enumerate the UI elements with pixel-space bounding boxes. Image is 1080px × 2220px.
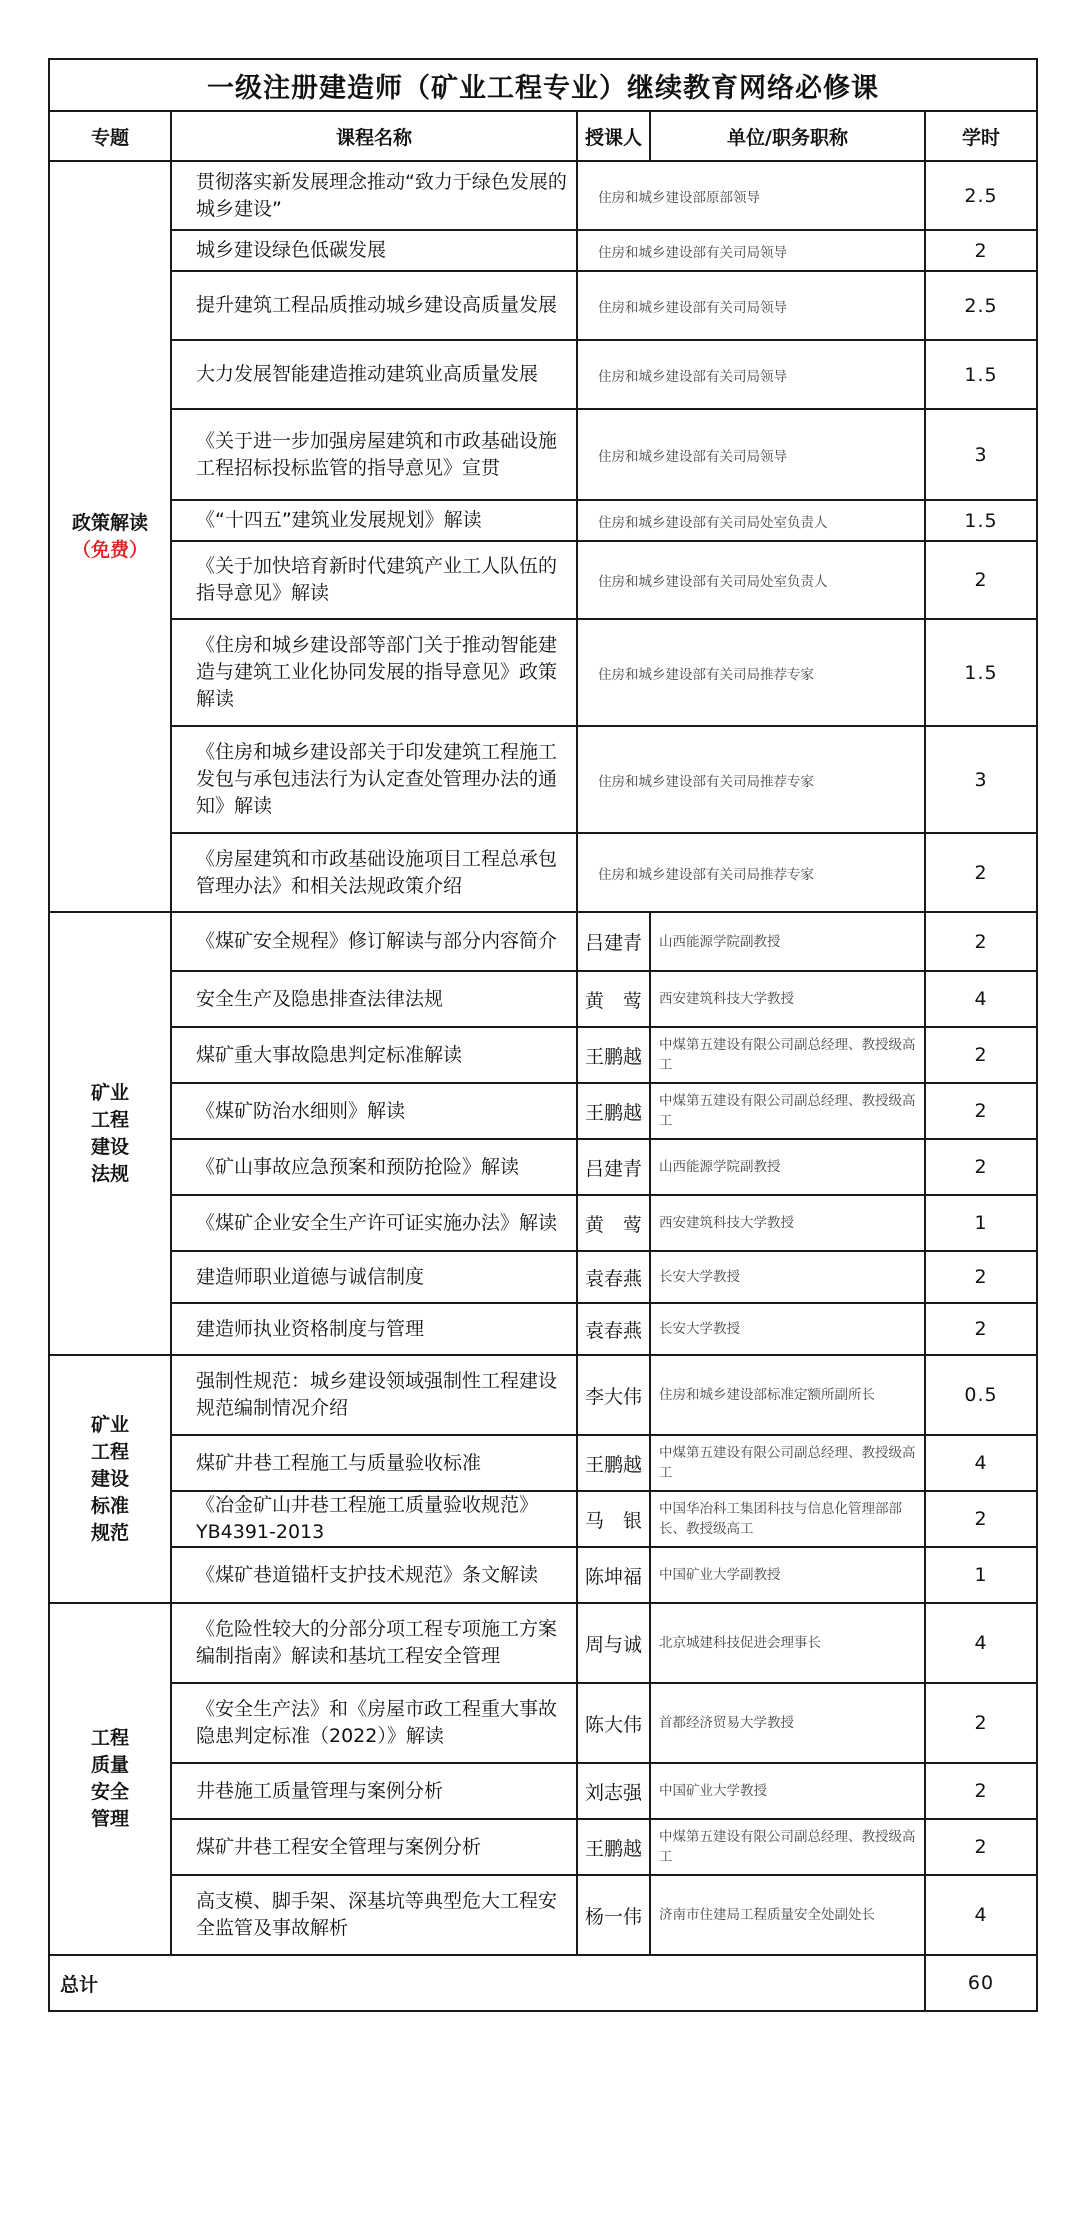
hours-cell: 2.5	[925, 161, 1037, 230]
unit-cell: 住房和城乡建设部有关司局处室负责人	[577, 541, 925, 619]
unit-cell: 山西能源学院副教授	[650, 912, 925, 971]
course-name: 提升建筑工程品质推动城乡建设高质量发展	[171, 271, 577, 340]
course-table	[48, 58, 1038, 2012]
hours-cell: 1.5	[925, 500, 1037, 541]
hours-cell: 4	[925, 971, 1037, 1027]
teacher-cell: 王鹏越	[577, 1819, 650, 1875]
unit-cell: 住房和城乡建设部标准定额所副所长	[650, 1355, 925, 1435]
hours-cell: 0.5	[925, 1355, 1037, 1435]
table-row	[49, 409, 1037, 500]
hours-cell: 3	[925, 409, 1037, 500]
unit-cell: 住房和城乡建设部有关司局领导	[577, 409, 925, 500]
course-name: 建造师职业道德与诚信制度	[171, 1251, 577, 1303]
hours-cell: 2	[925, 1027, 1037, 1083]
course-name: 高支模、脚手架、深基坑等典型危大工程安全监管及事故解析	[171, 1875, 577, 1955]
table-row	[49, 1603, 1037, 1683]
table-row	[49, 1027, 1037, 1083]
unit-cell: 中煤第五建设有限公司副总经理、教授级高工	[650, 1027, 925, 1083]
unit-cell: 住房和城乡建设部有关司局领导	[577, 340, 925, 409]
unit-cell: 住房和城乡建设部有关司局推荐专家	[577, 619, 925, 726]
hours-cell: 2	[925, 1491, 1037, 1547]
hours-cell: 2.5	[925, 271, 1037, 340]
hours-cell: 4	[925, 1875, 1037, 1955]
hours-cell: 2	[925, 1303, 1037, 1355]
unit-cell: 长安大学教授	[650, 1303, 925, 1355]
hours-cell: 2	[925, 1083, 1037, 1139]
table-row	[49, 1139, 1037, 1195]
table-row	[49, 1819, 1037, 1875]
unit-cell: 中国矿业大学教授	[650, 1763, 925, 1819]
hours-cell: 1	[925, 1547, 1037, 1603]
course-name: 《危险性较大的分部分项工程专项施工方案编制指南》解读和基坑工程安全管理	[171, 1603, 577, 1683]
hours-cell: 2	[925, 1819, 1037, 1875]
unit-cell: 中国华冶科工集团科技与信息化管理部部长、教授级高工	[650, 1491, 925, 1547]
hours-cell: 1.5	[925, 619, 1037, 726]
course-name: 《“十四五”建筑业发展规划》解读	[171, 500, 577, 541]
table-row	[49, 1355, 1037, 1435]
table-row	[49, 340, 1037, 409]
course-name: 《安全生产法》和《房屋市政工程重大事故隐患判定标准（2022）》解读	[171, 1683, 577, 1763]
unit-cell: 住房和城乡建设部原部领导	[577, 161, 925, 230]
teacher-cell: 吕建青	[577, 912, 650, 971]
teacher-cell: 袁春燕	[577, 1251, 650, 1303]
teacher-cell: 李大伟	[577, 1355, 650, 1435]
unit-cell: 住房和城乡建设部有关司局处室负责人	[577, 500, 925, 541]
hours-cell: 3	[925, 726, 1037, 833]
topic-label: 矿业工程建设标准规范	[90, 1413, 129, 1544]
unit-cell: 中国矿业大学副教授	[650, 1547, 925, 1603]
unit-cell: 中煤第五建设有限公司副总经理、教授级高工	[650, 1435, 925, 1491]
teacher-cell: 周与诚	[577, 1603, 650, 1683]
topic-cell	[49, 912, 171, 1355]
course-name: 建造师执业资格制度与管理	[171, 1303, 577, 1355]
topic-label: 政策解读	[71, 511, 148, 534]
header-teacher: 授课人	[577, 111, 650, 161]
table-row	[49, 912, 1037, 971]
table-row	[49, 1083, 1037, 1139]
unit-cell: 西安建筑科技大学教授	[650, 971, 925, 1027]
unit-cell: 长安大学教授	[650, 1251, 925, 1303]
table-row	[49, 1683, 1037, 1763]
table-row	[49, 1491, 1037, 1547]
course-name: 《冶金矿山井巷工程施工质量验收规范》YB4391-2013	[171, 1491, 577, 1547]
header-topic: 专题	[49, 111, 171, 161]
course-rows	[49, 161, 1037, 1955]
hours-cell: 2	[925, 1763, 1037, 1819]
course-name: 《矿山事故应急预案和预防抢险》解读	[171, 1139, 577, 1195]
table-row	[49, 500, 1037, 541]
table-row	[49, 971, 1037, 1027]
free-note: （免费）	[71, 538, 148, 561]
teacher-cell: 陈大伟	[577, 1683, 650, 1763]
course-name: 煤矿重大事故隐患判定标准解读	[171, 1027, 577, 1083]
hours-cell: 2	[925, 912, 1037, 971]
table-row	[49, 1763, 1037, 1819]
course-name: 煤矿井巷工程安全管理与案例分析	[171, 1819, 577, 1875]
teacher-cell: 黄 莺	[577, 1195, 650, 1251]
course-table-document	[48, 58, 1036, 2012]
course-name: 《煤矿防治水细则》解读	[171, 1083, 577, 1139]
total-label: 总计	[49, 1955, 925, 2011]
total-row	[49, 1955, 1037, 2011]
topic-cell	[49, 161, 171, 912]
unit-cell: 住房和城乡建设部有关司局推荐专家	[577, 726, 925, 833]
hours-cell: 2	[925, 1139, 1037, 1195]
unit-cell: 山西能源学院副教授	[650, 1139, 925, 1195]
unit-cell: 西安建筑科技大学教授	[650, 1195, 925, 1251]
table-title: 一级注册建造师（矿业工程专业）继续教育网络必修课	[49, 59, 1037, 111]
teacher-cell: 马 银	[577, 1491, 650, 1547]
course-name: 《住房和城乡建设部关于印发建筑工程施工发包与承包违法行为认定查处管理办法的通知》解读	[171, 726, 577, 833]
header-course: 课程名称	[171, 111, 577, 161]
hours-cell: 2	[925, 230, 1037, 271]
hours-cell: 1	[925, 1195, 1037, 1251]
course-name: 安全生产及隐患排查法律法规	[171, 971, 577, 1027]
course-name: 煤矿井巷工程施工与质量验收标准	[171, 1435, 577, 1491]
teacher-cell: 袁春燕	[577, 1303, 650, 1355]
course-name: 《关于进一步加强房屋建筑和市政基础设施工程招标投标监管的指导意见》宣贯	[171, 409, 577, 500]
course-name: 贯彻落实新发展理念推动“致力于绿色发展的城乡建设”	[171, 161, 577, 230]
table-row	[49, 1547, 1037, 1603]
table-row	[49, 726, 1037, 833]
topic-cell	[49, 1603, 171, 1955]
hours-cell: 4	[925, 1603, 1037, 1683]
hours-cell: 2	[925, 1251, 1037, 1303]
unit-cell: 住房和城乡建设部有关司局推荐专家	[577, 833, 925, 912]
table-row	[49, 833, 1037, 912]
table-row	[49, 271, 1037, 340]
topic-label: 矿业工程建设法规	[90, 1081, 129, 1185]
table-row	[49, 1303, 1037, 1355]
teacher-cell: 杨一伟	[577, 1875, 650, 1955]
teacher-cell: 刘志强	[577, 1763, 650, 1819]
unit-cell: 中煤第五建设有限公司副总经理、教授级高工	[650, 1083, 925, 1139]
course-name: 《煤矿安全规程》修订解读与部分内容简介	[171, 912, 577, 971]
header-hours: 学时	[925, 111, 1037, 161]
course-name: 大力发展智能建造推动建筑业高质量发展	[171, 340, 577, 409]
course-name: 《煤矿巷道锚杆支护技术规范》条文解读	[171, 1547, 577, 1603]
table-row	[49, 161, 1037, 230]
topic-label: 工程质量安全管理	[90, 1727, 129, 1830]
course-name: 《关于加快培育新时代建筑产业工人队伍的指导意见》解读	[171, 541, 577, 619]
hours-cell: 4	[925, 1435, 1037, 1491]
hours-cell: 2	[925, 541, 1037, 619]
course-name: 《住房和城乡建设部等部门关于推动智能建造与建筑工业化协同发展的指导意见》政策解读	[171, 619, 577, 726]
header-unit: 单位/职务职称	[650, 111, 925, 161]
table-row	[49, 1435, 1037, 1491]
teacher-cell: 吕建青	[577, 1139, 650, 1195]
teacher-cell: 黄 莺	[577, 971, 650, 1027]
unit-cell: 济南市住建局工程质量安全处副处长	[650, 1875, 925, 1955]
table-row	[49, 1195, 1037, 1251]
table-row	[49, 1875, 1037, 1955]
course-name: 强制性规范：城乡建设领域强制性工程建设规范编制情况介绍	[171, 1355, 577, 1435]
table-row	[49, 1251, 1037, 1303]
hours-cell: 2	[925, 1683, 1037, 1763]
table-row	[49, 230, 1037, 271]
unit-cell: 北京城建科技促进会理事长	[650, 1603, 925, 1683]
course-name: 井巷施工质量管理与案例分析	[171, 1763, 577, 1819]
hours-cell: 1.5	[925, 340, 1037, 409]
unit-cell: 住房和城乡建设部有关司局领导	[577, 230, 925, 271]
course-name: 《房屋建筑和市政基础设施项目工程总承包管理办法》和相关法规政策介绍	[171, 833, 577, 912]
unit-cell: 住房和城乡建设部有关司局领导	[577, 271, 925, 340]
header-row	[49, 111, 1037, 161]
teacher-cell: 王鹏越	[577, 1083, 650, 1139]
teacher-cell: 陈坤福	[577, 1547, 650, 1603]
teacher-cell: 王鹏越	[577, 1027, 650, 1083]
topic-cell	[49, 1355, 171, 1603]
course-name: 城乡建设绿色低碳发展	[171, 230, 577, 271]
table-row	[49, 541, 1037, 619]
unit-cell: 中煤第五建设有限公司副总经理、教授级高工	[650, 1819, 925, 1875]
table-row	[49, 619, 1037, 726]
total-hours: 60	[925, 1955, 1037, 2011]
course-name: 《煤矿企业安全生产许可证实施办法》解读	[171, 1195, 577, 1251]
hours-cell: 2	[925, 833, 1037, 912]
unit-cell: 首都经济贸易大学教授	[650, 1683, 925, 1763]
teacher-cell: 王鹏越	[577, 1435, 650, 1491]
